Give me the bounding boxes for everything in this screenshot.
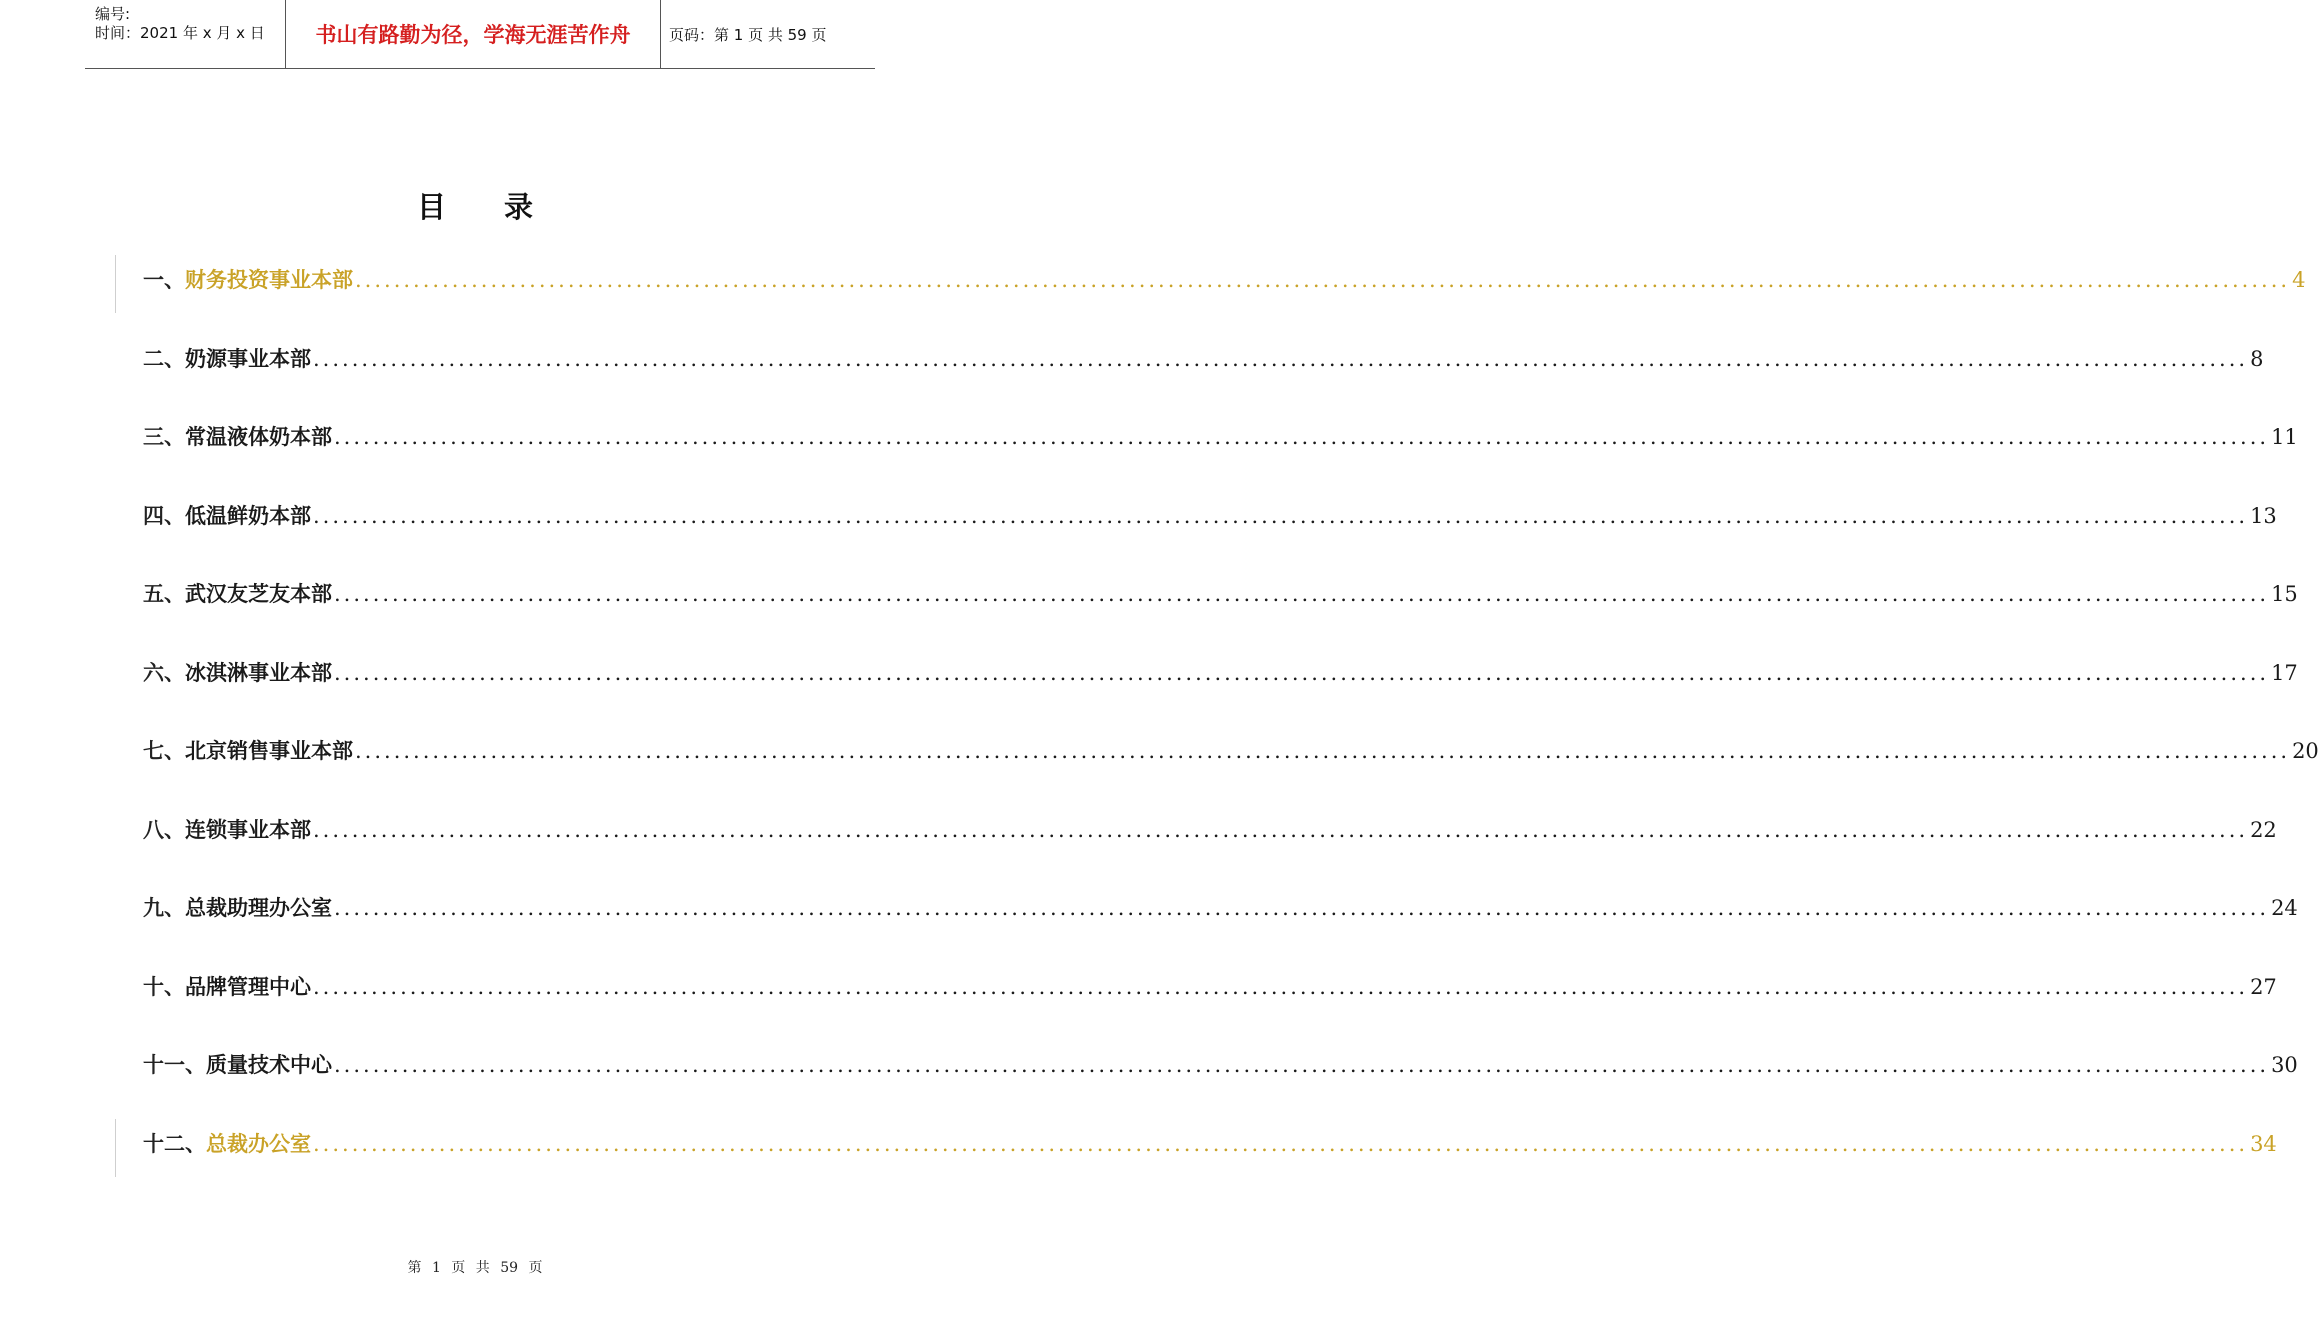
toc-dot-leader: ........................................................................................................................................................................................................ [334,896,2270,920]
toc-dot-leader: ........................................................................................................................................................................................................ [313,817,2249,842]
toc-entry[interactable] [143,500,2277,540]
toc-row [143,578,2298,618]
toc-entry-title[interactable]: 品牌管理中心 [185,973,311,999]
document-number-label: 编号: [95,5,131,23]
highlight-bar [115,255,116,313]
toc-dot-leader: ........................................................................................................................................................................................................ [334,425,2270,449]
toc-entry-page[interactable]: 30 [2271,1053,2298,1077]
toc-entry-title[interactable]: 总裁办公室 [206,1130,311,1156]
toc-entry-number: 一、 [143,267,185,292]
toc-title: 目录 [416,190,591,224]
toc-row [143,971,2277,1011]
toc-entry-page[interactable]: 22 [2250,817,2277,842]
toc-entry-number: 十二、 [143,1130,206,1156]
toc-row [143,814,2277,854]
toc-row [143,264,2306,304]
toc-dot-leader: ........................................................................................................................................................................................................ [313,503,2249,528]
toc-entry[interactable] [143,1128,2277,1168]
toc-entry-page[interactable]: 8 [2250,346,2264,371]
toc-row [143,892,2298,932]
toc-entry[interactable] [143,657,2298,697]
toc-entry-number: 九、 [143,895,185,920]
toc-entry-number: 四、 [143,502,185,528]
toc-entry[interactable] [143,971,2277,1011]
toc-entry-page[interactable]: 13 [2250,503,2277,528]
header-motto: 书山有路勤为径，学海无涯苦作舟 [315,23,631,47]
toc-entry-page[interactable]: 17 [2271,660,2298,685]
toc-entry[interactable] [143,892,2298,932]
toc-entry-title[interactable]: 总裁助理办公室 [185,895,332,920]
toc-entry[interactable] [143,735,2319,775]
toc-dot-leader: ........................................................................................................................................................................................................ [334,582,2270,606]
toc-entry-number: 十、 [143,973,185,999]
toc-row [143,421,2298,461]
toc-row [143,735,2319,775]
toc-entry[interactable] [143,343,2264,383]
toc-dot-leader: ........................................................................................................................................................................................................ [313,346,2249,371]
toc-dot-leader: ........................................................................................................................................................................................................ [334,1053,2270,1077]
toc-entry-number: 八、 [143,816,185,842]
toc-row [143,1128,2277,1168]
toc-entry-number: 二、 [143,345,185,371]
toc-entry[interactable] [143,264,2306,304]
toc-entry-title[interactable]: 财务投资事业本部 [185,267,353,292]
toc-entry-number: 六、 [143,659,185,685]
toc-row [143,343,2264,383]
header-page-info: 页码：第 1 页 共 59 页 [669,25,827,44]
toc-entry[interactable] [143,421,2298,461]
toc-row [143,657,2298,697]
page-footer: 第 1 页 共 59 页 [407,1260,543,1276]
toc-entry-page[interactable]: 24 [2271,896,2298,920]
toc-dot-leader: ........................................................................................................................................................................................................ [313,974,2249,999]
header-motto-cell [285,0,661,68]
toc-entry-page[interactable]: 11 [2271,425,2298,449]
toc-entry-number: 十一、 [143,1052,206,1077]
header-meta-cell [85,0,285,68]
toc-entry-title[interactable]: 冰淇淋事业本部 [185,659,332,685]
toc-dot-leader: ........................................................................................................................................................................................................ [334,660,2270,685]
toc-entry-page[interactable]: 15 [2271,582,2298,606]
toc-row [143,1049,2298,1089]
toc-dot-leader: ........................................................................................................................................................................................................ [313,1131,2249,1156]
toc-entry-page[interactable]: 34 [2250,1131,2277,1156]
header-page-cell [660,0,875,68]
toc-entry-number: 三、 [143,424,185,449]
toc-entry[interactable] [143,1049,2298,1089]
toc-row [143,500,2277,540]
toc-entry-page[interactable]: 27 [2250,974,2277,999]
toc-dot-leader: ........................................................................................................................................................................................................ [355,739,2291,763]
toc-entry-page[interactable]: 4 [2292,268,2306,292]
toc-entry-title[interactable]: 北京销售事业本部 [185,738,353,763]
toc-entry[interactable] [143,578,2298,618]
toc-entry-title[interactable]: 武汉友芝友本部 [185,581,332,606]
toc-dot-leader: ........................................................................................................................................................................................................ [355,268,2291,292]
toc-entry-title[interactable]: 奶源事业本部 [185,345,311,371]
toc-entry-title[interactable]: 质量技术中心 [206,1052,332,1077]
toc-entry-title[interactable]: 低温鲜奶本部 [185,502,311,528]
toc-entry-title[interactable]: 常温液体奶本部 [185,424,332,449]
document-time-label: 时间：2021 年 x 月 x 日 [95,24,265,42]
toc-entry-number: 五、 [143,581,185,606]
highlight-bar [115,1119,116,1177]
page-header [85,0,875,69]
toc-entry[interactable] [143,814,2277,854]
toc-entry-title[interactable]: 连锁事业本部 [185,816,311,842]
toc-entry-page[interactable]: 20 [2292,739,2319,763]
toc-entry-number: 七、 [143,738,185,763]
